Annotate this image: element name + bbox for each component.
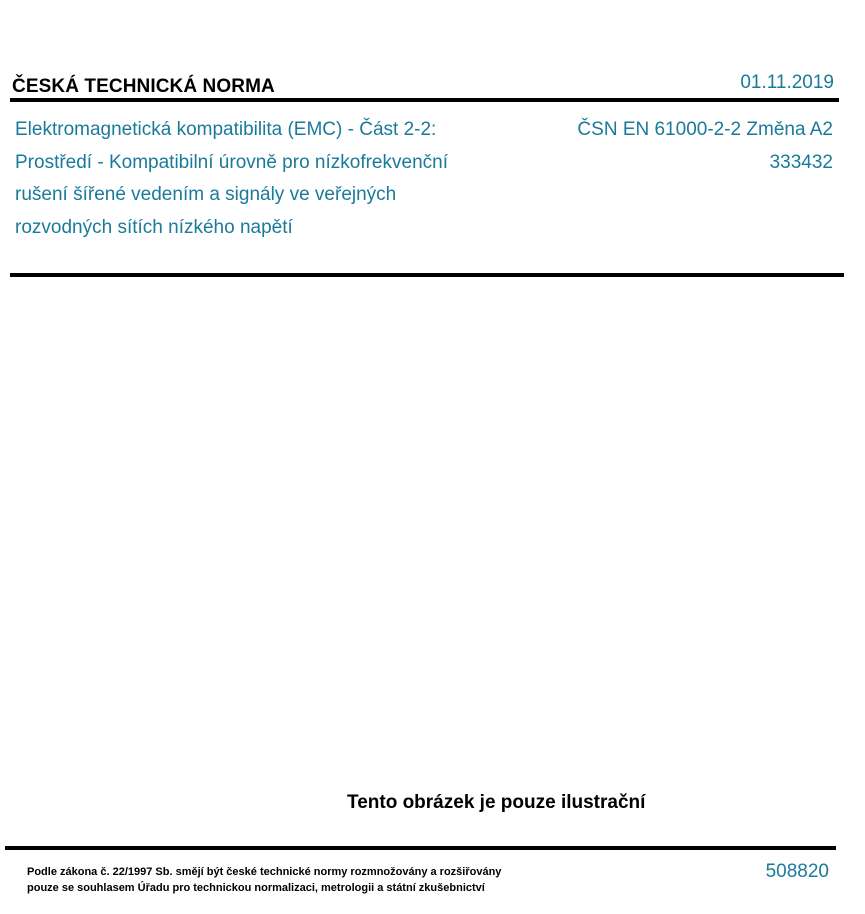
title-line: Prostředí - Kompatibilní úrovně pro nízkofrekvenční	[15, 151, 448, 173]
standard-designation: ČSN EN 61000-2-2 Změna A2	[577, 119, 833, 140]
middle-divider	[10, 273, 844, 277]
legal-line: pouze se souhlasem Úřadu pro technickou normalizaci, metrologii a státní zkušebnictví	[27, 882, 485, 894]
title-line: rušení šířené vedením a signály ve veřejných	[15, 184, 397, 205]
bottom-divider	[5, 846, 836, 850]
title-line: rozvodných sítích nízkého napětí	[15, 216, 293, 238]
document-heading: ČESKÁ TECHNICKÁ NORMA	[12, 76, 275, 97]
publication-date: 01.11.2019	[740, 72, 834, 93]
standard-code-block	[577, 114, 833, 179]
title-line: Elektromagnetická kompatibilita (EMC) - Část 2-2:	[15, 119, 437, 140]
illustration-note: Tento obrázek je pouze ilustrační	[347, 792, 646, 813]
catalog-number: 508820	[765, 861, 829, 882]
legal-line: Podle zákona č. 22/1997 Sb. smějí být české technické normy rozmnožovány a rozšiřovány	[27, 866, 502, 878]
class-number: 333432	[769, 151, 833, 173]
legal-notice	[27, 864, 501, 896]
top-divider	[10, 98, 839, 102]
standard-title	[15, 114, 535, 244]
